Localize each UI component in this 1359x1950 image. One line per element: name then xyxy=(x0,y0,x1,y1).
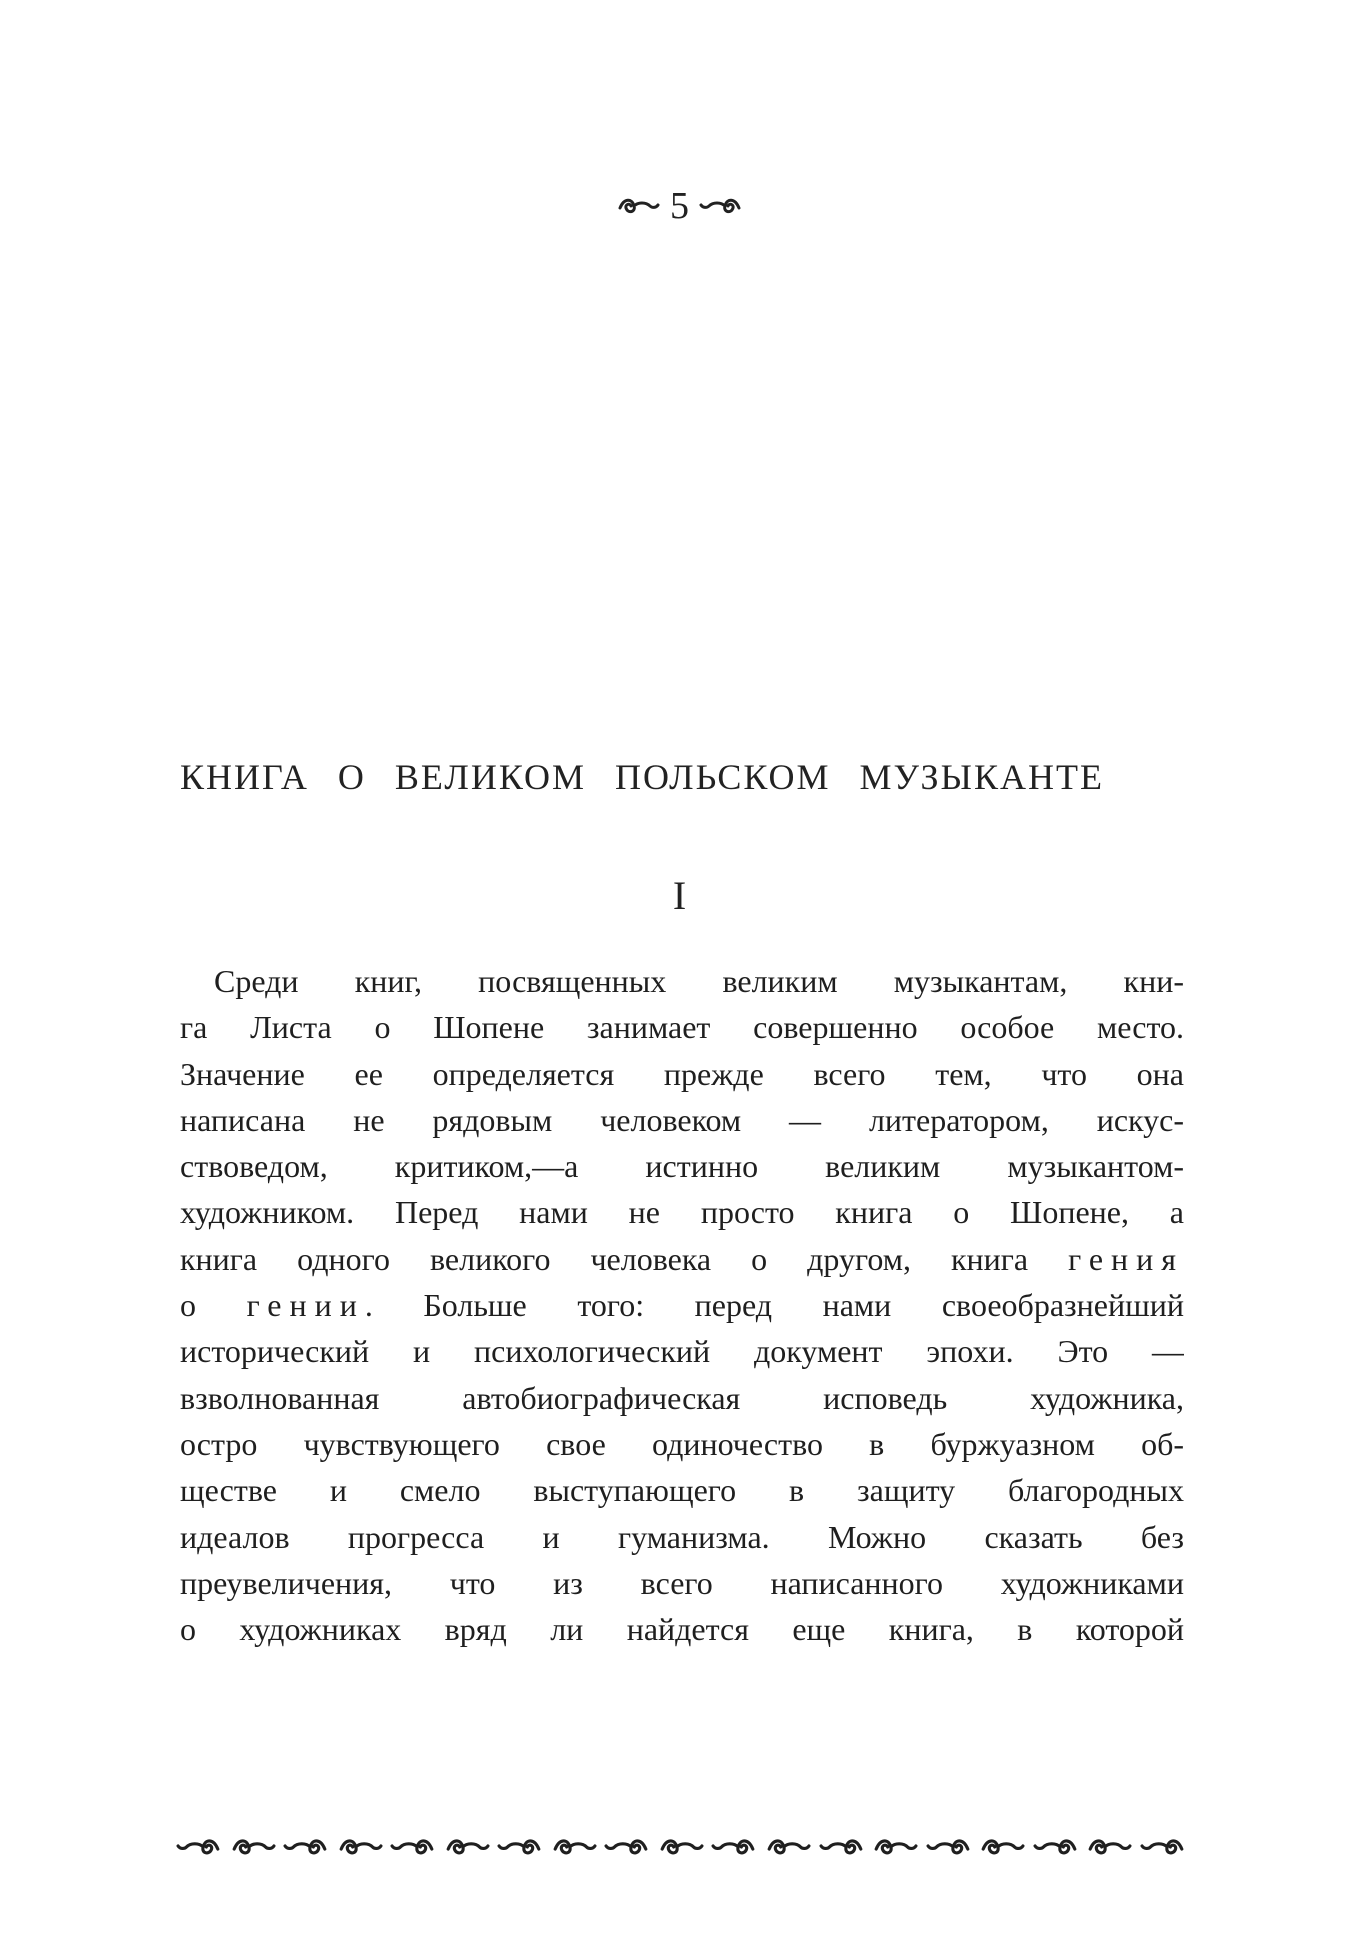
border-flourish-icon xyxy=(872,1834,918,1860)
emphasized-word: гения xyxy=(1068,1240,1184,1277)
text-line: идеалов прогресса и гуманизма. Можно сказать без xyxy=(180,1518,1184,1555)
border-flourish-icon xyxy=(337,1834,383,1860)
border-flourish-icon xyxy=(230,1834,276,1860)
text-line: исторический и психологический документ эпохи. Это — xyxy=(180,1333,1184,1370)
text-line: преувеличения, что из всего написанного художниками xyxy=(180,1564,1184,1601)
text-line: ствоведом, критиком,—а истинно великим музыкантом- xyxy=(180,1148,1184,1185)
text-line: Значение ее определяется прежде всего тем, что она xyxy=(180,1055,1184,1092)
border-flourish-icon xyxy=(390,1834,436,1860)
page-number: 5 xyxy=(670,185,689,227)
border-flourish-icon xyxy=(604,1834,650,1860)
border-flourish-icon xyxy=(497,1834,543,1860)
border-flourish-icon xyxy=(979,1834,1025,1860)
text-line: написана не рядовым человеком — литератором, искус- xyxy=(180,1101,1184,1138)
border-flourish-icon xyxy=(1033,1834,1079,1860)
emphasized-word: гении xyxy=(246,1287,365,1324)
left-flourish-icon xyxy=(616,194,660,218)
right-flourish-icon xyxy=(699,194,743,218)
text-segment: книга одного великого человека о другом, книга xyxy=(180,1240,1029,1277)
text-segment: о xyxy=(180,1287,196,1324)
text-line: ществе и смело выступающего в защиту благородных xyxy=(180,1472,1184,1509)
border-flourish-icon xyxy=(819,1834,865,1860)
text-line: Среди книг, посвященных великим музыкантам, кни- xyxy=(214,963,1184,999)
text-line-composite xyxy=(180,1282,1184,1328)
border-flourish-icon xyxy=(444,1834,490,1860)
page-header xyxy=(0,186,1359,226)
border-flourish-icon xyxy=(658,1834,704,1860)
border-flourish-icon xyxy=(283,1834,329,1860)
ornamental-border xyxy=(176,1827,1186,1867)
text-line-composite xyxy=(180,1236,1184,1282)
border-flourish-icon xyxy=(765,1834,811,1860)
text-segment: . Больше того: перед нами своеобразнейший xyxy=(364,1287,1184,1324)
text-line: художником. Перед нами не просто книга о Шопене, а xyxy=(180,1194,1184,1231)
text-line: га Листа о Шопене занимает совершенно особое место. xyxy=(180,1009,1184,1046)
text-line: взволнованная автобиографическая исповедь художника, xyxy=(180,1379,1184,1416)
border-flourish-icon xyxy=(1086,1834,1132,1860)
section-number: I xyxy=(672,873,687,918)
border-flourish-icon xyxy=(711,1834,757,1860)
body-paragraph xyxy=(180,958,1184,1652)
border-flourish-icon xyxy=(926,1834,972,1860)
border-flourish-icon xyxy=(551,1834,597,1860)
chapter-title: КНИГА О ВЕЛИКОМ ПОЛЬСКОМ МУЗЫКАНТЕ xyxy=(180,757,1104,797)
border-flourish-icon xyxy=(176,1834,222,1860)
border-flourish-icon xyxy=(1140,1834,1186,1860)
text-line: остро чувствующего свое одиночество в буржуазном об- xyxy=(180,1425,1184,1462)
text-line: о художниках вряд ли найдется еще книга, в которой xyxy=(180,1611,1184,1648)
